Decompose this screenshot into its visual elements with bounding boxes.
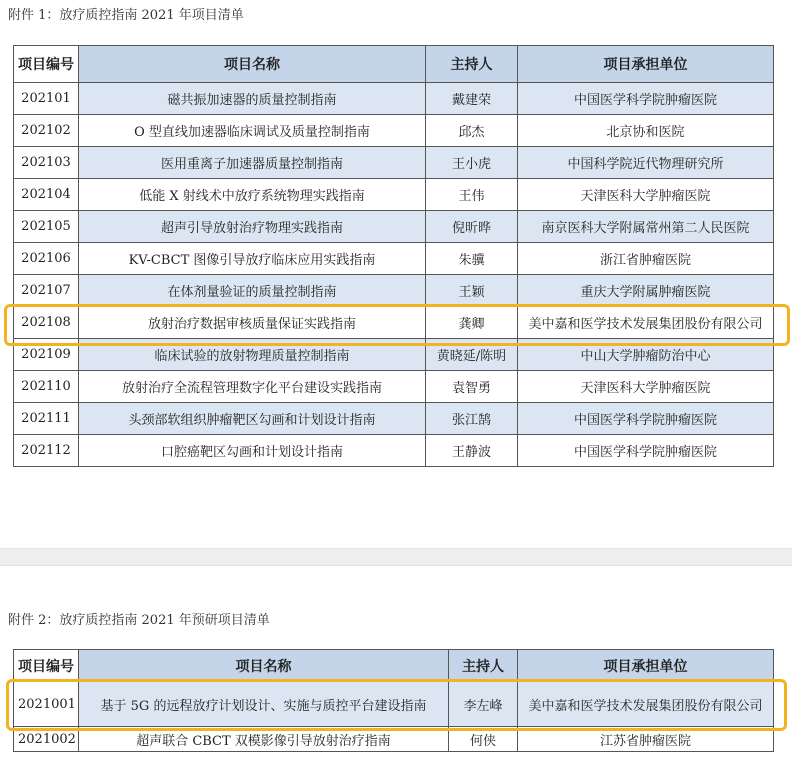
cell-host: 袁智勇 (426, 371, 518, 403)
cell-code: 202108 (14, 307, 79, 339)
cell-name: 低能 X 射线术中放疗系统物理实践指南 (79, 179, 426, 211)
cell-name: 口腔癌靶区勾画和计划设计指南 (79, 435, 426, 467)
cell-name: 放射治疗数据审核质量保证实践指南 (79, 307, 426, 339)
cell-host: 倪昕晔 (426, 211, 518, 243)
header-unit: 项目承担单位 (518, 46, 774, 83)
cell-code: 202106 (14, 243, 79, 275)
cell-unit: 天津医科大学肿瘤医院 (518, 179, 774, 211)
cell-name: 临床试验的放射物理质量控制指南 (79, 339, 426, 371)
page-divider (0, 548, 792, 566)
table-header-row (14, 46, 774, 83)
project-table-1 (13, 45, 774, 467)
cell-host: 王伟 (426, 179, 518, 211)
cell-unit: 天津医科大学肿瘤医院 (518, 371, 774, 403)
cell-unit: 北京协和医院 (518, 115, 774, 147)
cell-name: 超声联合 CBCT 双模影像引导放射治疗指南 (79, 727, 449, 752)
table-row (14, 243, 774, 275)
cell-host: 王颖 (426, 275, 518, 307)
cell-name: 在体剂量验证的质量控制指南 (79, 275, 426, 307)
cell-host: 张江鹄 (426, 403, 518, 435)
cell-host: 朱骥 (426, 243, 518, 275)
cell-code: 202112 (14, 435, 79, 467)
table-row (14, 179, 774, 211)
table-row (14, 147, 774, 179)
cell-name: 放射治疗全流程管理数字化平台建设实践指南 (79, 371, 426, 403)
cell-name: KV-CBCT 图像引导放疗临床应用实践指南 (79, 243, 426, 275)
cell-code: 202111 (14, 403, 79, 435)
header-host: 主持人 (426, 46, 518, 83)
cell-name: 超声引导放射治疗物理实践指南 (79, 211, 426, 243)
cell-unit: 中国医学科学院肿瘤医院 (518, 83, 774, 115)
project-table-2 (13, 649, 774, 752)
section1-caption: 附件 1：放疗质控指南 2021 年项目清单 (8, 8, 244, 23)
cell-code: 202104 (14, 179, 79, 211)
cell-host: 何侠 (449, 727, 518, 752)
table-header-row (14, 650, 774, 682)
cell-name: 基于 5G 的远程放疗计划设计、实施与质控平台建设指南 (79, 682, 449, 727)
cell-unit: 浙江省肿瘤医院 (518, 243, 774, 275)
table-row (14, 307, 774, 339)
table-row (14, 83, 774, 115)
header-host: 主持人 (449, 650, 518, 682)
cell-unit: 中国医学科学院肿瘤医院 (518, 435, 774, 467)
cell-host: 李左峰 (449, 682, 518, 727)
cell-name: 医用重离子加速器质量控制指南 (79, 147, 426, 179)
cell-code: 202107 (14, 275, 79, 307)
cell-code: 202105 (14, 211, 79, 243)
cell-unit: 美中嘉和医学技术发展集团股份有限公司 (518, 682, 774, 727)
table-row (14, 435, 774, 467)
cell-unit: 重庆大学附属肿瘤医院 (518, 275, 774, 307)
cell-unit: 中山大学肿瘤防治中心 (518, 339, 774, 371)
cell-host: 黄晓延/陈明 (426, 339, 518, 371)
cell-host: 龚卿 (426, 307, 518, 339)
header-name: 项目名称 (79, 650, 449, 682)
cell-name: 磁共振加速器的质量控制指南 (79, 83, 426, 115)
cell-code: 202102 (14, 115, 79, 147)
table-row (14, 727, 774, 752)
cell-name: 头颈部软组织肿瘤靶区勾画和计划设计指南 (79, 403, 426, 435)
table-row (14, 682, 774, 727)
cell-code: 202109 (14, 339, 79, 371)
cell-unit: 中国医学科学院肿瘤医院 (518, 403, 774, 435)
cell-unit: 南京医科大学附属常州第二人民医院 (518, 211, 774, 243)
table-row (14, 371, 774, 403)
cell-code: 202103 (14, 147, 79, 179)
cell-code: 2021002 (14, 727, 79, 752)
cell-host: 邱杰 (426, 115, 518, 147)
cell-code: 2021001 (14, 682, 79, 727)
table-row (14, 115, 774, 147)
cell-code: 202110 (14, 371, 79, 403)
cell-name: O 型直线加速器临床调试及质量控制指南 (79, 115, 426, 147)
cell-unit: 江苏省肿瘤医院 (518, 727, 774, 752)
cell-unit: 中国科学院近代物理研究所 (518, 147, 774, 179)
table-row (14, 211, 774, 243)
cell-host: 王静波 (426, 435, 518, 467)
cell-host: 王小虎 (426, 147, 518, 179)
header-name: 项目名称 (79, 46, 426, 83)
cell-host: 戴建荣 (426, 83, 518, 115)
header-code: 项目编号 (14, 46, 79, 83)
cell-unit: 美中嘉和医学技术发展集团股份有限公司 (518, 307, 774, 339)
cell-code: 202101 (14, 83, 79, 115)
header-code: 项目编号 (14, 650, 79, 682)
table-row (14, 403, 774, 435)
table-row (14, 275, 774, 307)
header-unit: 项目承担单位 (518, 650, 774, 682)
section2-caption: 附件 2：放疗质控指南 2021 年预研项目清单 (8, 613, 270, 628)
table-row (14, 339, 774, 371)
